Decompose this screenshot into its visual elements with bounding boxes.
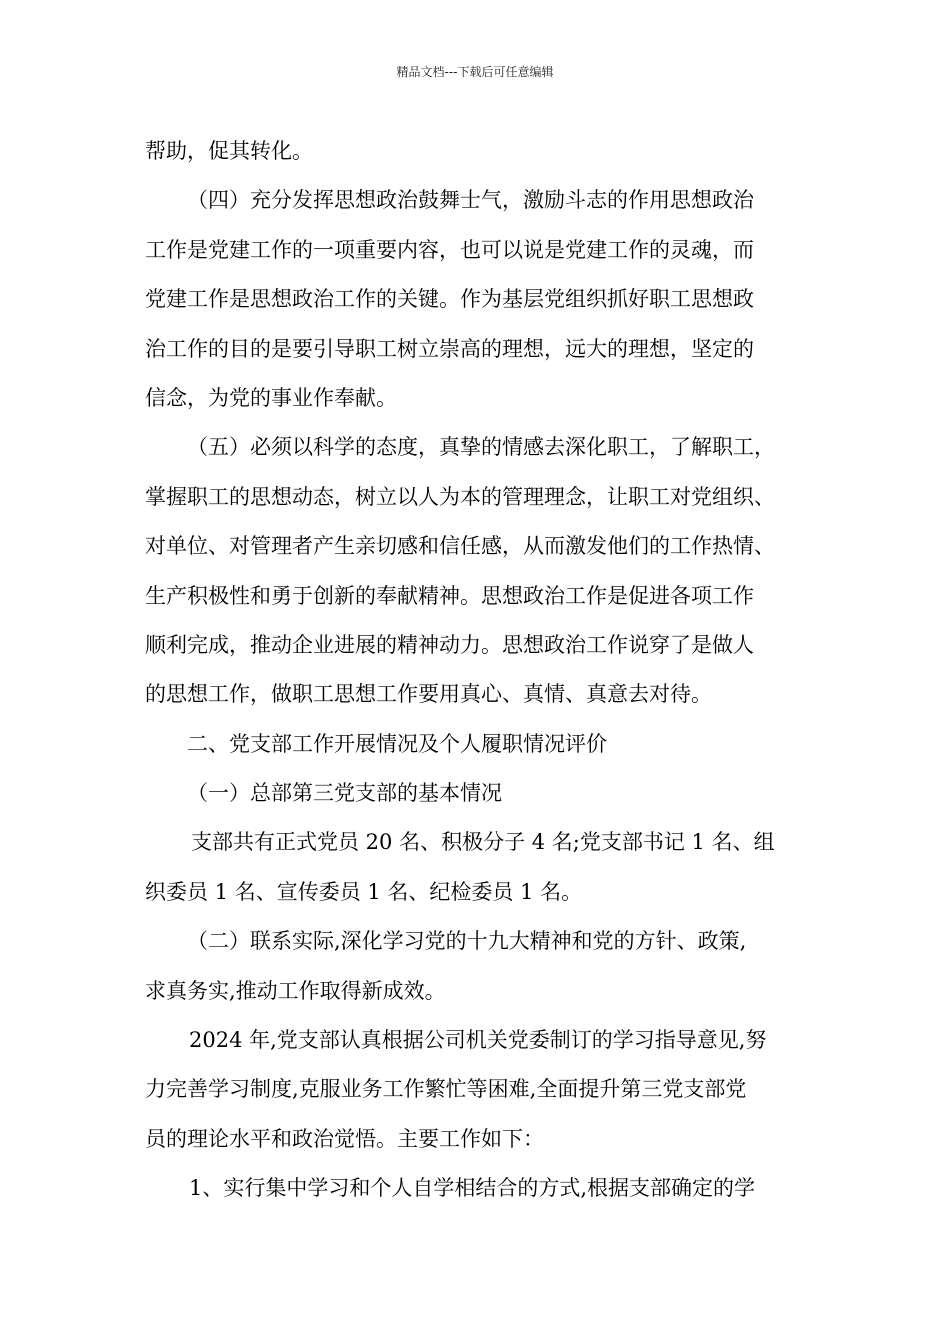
text-line: （二）联系实际,深化学习党的十九大精神和党的方针、政策,	[187, 929, 747, 954]
text-line: 治工作的目的是要引导职工树立崇高的理想，远大的理想，坚定的	[145, 336, 754, 361]
text-line: （五）必须以科学的态度，真挚的情感去深化职工，了解职工，	[187, 435, 775, 460]
document-body	[145, 127, 835, 1214]
text-line: 1、实行集中学习和个人自学相结合的方式,根据支部确定的学	[189, 1176, 756, 1201]
text-line: 2024 年,党支部认真根据公司机关党委制订的学习指导意见,努	[189, 1028, 767, 1053]
text-line: （四）充分发挥思想政治鼓舞士气，激励斗志的作用思想政治	[187, 188, 754, 213]
text-line: （一）总部第三党支部的基本情况	[187, 781, 502, 806]
text-line: 求真务实,推动工作取得新成效。	[145, 978, 446, 1003]
text-line: 党建工作是思想政治工作的关键。作为基层党组织抓好职工思想政	[145, 287, 754, 312]
text-line: 工作是党建工作的一项重要内容，也可以说是党建工作的灵魂，而	[145, 237, 754, 262]
text-line: 帮助，促其转化。	[145, 139, 313, 163]
text-line: 掌握职工的思想动态，树立以人为本的管理理念，让职工对党组织、	[145, 484, 775, 509]
text-line: 信念，为党的事业作奉献。	[145, 385, 397, 410]
page-header: 精品文档---下载后可任意编辑	[396, 65, 554, 79]
text-line: 支部共有正式党员 20 名、积极分子 4 名;党支部书记 1 名、组	[191, 830, 775, 855]
text-line: 织委员 1 名、宣传委员 1 名、纪检委员 1 名。	[145, 879, 583, 904]
text-line: 顺利完成，推动企业进展的精神动力。思想政治工作说穿了是做人	[145, 632, 754, 657]
text-line: 力完善学习制度,克服业务工作繁忙等困难,全面提升第三党支部党	[145, 1077, 747, 1102]
text-line: 生产积极性和勇于创新的奉献精神。思想政治工作是促进各项工作	[145, 583, 754, 608]
text-line: 员的理论水平和政治觉悟。主要工作如下：	[145, 1126, 544, 1151]
text-line: 的思想工作，做职工思想工作要用真心、真情、真意去对待。	[145, 682, 712, 707]
text-line: 二、党支部工作开展情况及个人履职情况评价	[187, 731, 607, 756]
text-line: 对单位、对管理者产生亲切感和信任感，从而激发他们的工作热情、	[145, 534, 775, 559]
